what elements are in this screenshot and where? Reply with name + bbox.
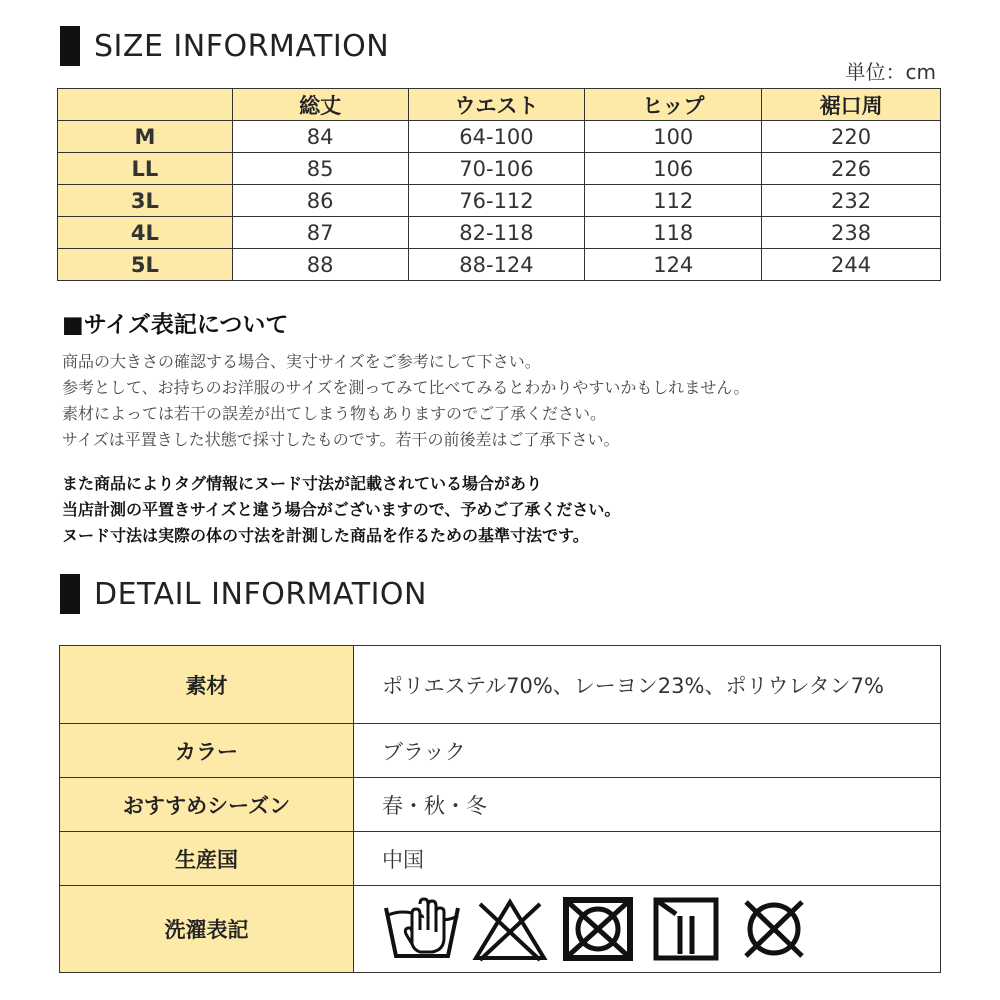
note-line: 素材によっては若干の誤差が出てしまう物もありますのでご了承ください。 — [62, 404, 607, 423]
bold-note-line: ヌード寸法は実際の体の寸法を計測した商品を作るための基準寸法です。 — [62, 526, 589, 545]
size-cell: 87 — [232, 217, 408, 249]
size-cell: 76-112 — [408, 185, 585, 217]
header-bar — [60, 574, 80, 614]
size-cell: 88-124 — [408, 249, 585, 281]
size-label: 3L — [58, 185, 233, 217]
care-icons — [382, 894, 940, 964]
detail-label-origin: 生産国 — [60, 832, 354, 886]
detail-value-care — [354, 886, 941, 973]
size-label: 4L — [58, 217, 233, 249]
table-row — [58, 185, 941, 217]
hand-wash-icon — [382, 894, 462, 964]
size-cell: 84 — [232, 121, 408, 153]
size-cell: 70-106 — [408, 153, 585, 185]
detail-value-material: ポリエステル70%、レーヨン23%、ポリウレタン7% — [354, 646, 941, 724]
size-header-hem: 裾口周 — [762, 89, 941, 121]
size-table-header-row — [58, 89, 941, 121]
detail-table — [59, 645, 941, 973]
note-line: サイズは平置きした状態で採寸したものです。若干の前後差はご了承下さい。 — [62, 430, 620, 449]
detail-information-header — [60, 574, 427, 614]
table-row — [60, 778, 941, 832]
size-cell: 64-100 — [408, 121, 585, 153]
size-cell: 85 — [232, 153, 408, 185]
table-row — [58, 153, 941, 185]
nude-size-notes — [62, 471, 620, 549]
detail-label-material: 素材 — [60, 646, 354, 724]
unit-label: 単位：cm — [845, 60, 936, 84]
no-dry-clean-icon — [734, 894, 814, 964]
detail-value-season: 春・秋・冬 — [354, 778, 941, 832]
size-cell: 238 — [762, 217, 941, 249]
size-cell: 220 — [762, 121, 941, 153]
size-information-header — [60, 26, 389, 66]
table-row — [60, 832, 941, 886]
size-cell: 226 — [762, 153, 941, 185]
size-cell: 124 — [585, 249, 762, 281]
size-table — [57, 88, 941, 281]
table-row — [58, 249, 941, 281]
size-cell: 106 — [585, 153, 762, 185]
header-bar — [60, 26, 80, 66]
no-bleach-icon — [470, 894, 550, 964]
size-cell: 244 — [762, 249, 941, 281]
size-header-length: 総丈 — [232, 89, 408, 121]
detail-label-season: おすすめシーズン — [60, 778, 354, 832]
size-header-waist: ウエスト — [408, 89, 585, 121]
size-notation-title: ■サイズ表記について — [62, 312, 289, 338]
bold-note-line: 当店計測の平置きサイズと違う場合がございますので、予めご了承ください。 — [62, 500, 621, 519]
size-header-hip: ヒップ — [585, 89, 762, 121]
table-row — [58, 121, 941, 153]
note-line: 参考として、お持ちのお洋服のサイズを測ってみて比べてみるとわかりやすいかもしれません。 — [62, 378, 750, 397]
table-row — [60, 646, 941, 724]
detail-label-color: カラー — [60, 724, 354, 778]
table-row — [58, 217, 941, 249]
no-tumble-dry-icon — [558, 894, 638, 964]
size-label: 5L — [58, 249, 233, 281]
size-cell: 88 — [232, 249, 408, 281]
detail-label-care: 洗濯表記 — [60, 886, 354, 973]
size-information-title: SIZE INFORMATION — [94, 28, 390, 64]
size-header-corner — [58, 89, 233, 121]
size-cell: 100 — [585, 121, 762, 153]
table-row — [60, 886, 941, 973]
detail-value-color: ブラック — [354, 724, 941, 778]
size-cell: 112 — [585, 185, 762, 217]
size-label: M — [58, 121, 233, 153]
size-label: LL — [58, 153, 233, 185]
size-cell: 82-118 — [408, 217, 585, 249]
bold-note-line: また商品によりタグ情報にヌード寸法が記載されている場合があり — [62, 474, 543, 493]
table-row — [60, 724, 941, 778]
size-notes — [62, 349, 749, 453]
detail-information-title: DETAIL INFORMATION — [94, 576, 427, 612]
shade-line-dry-icon — [646, 894, 726, 964]
size-cell: 86 — [232, 185, 408, 217]
size-cell: 232 — [762, 185, 941, 217]
note-line: 商品の大きさの確認する場合、実寸サイズをご参考にして下さい。 — [62, 352, 541, 371]
size-cell: 118 — [585, 217, 762, 249]
detail-value-origin: 中国 — [354, 832, 941, 886]
